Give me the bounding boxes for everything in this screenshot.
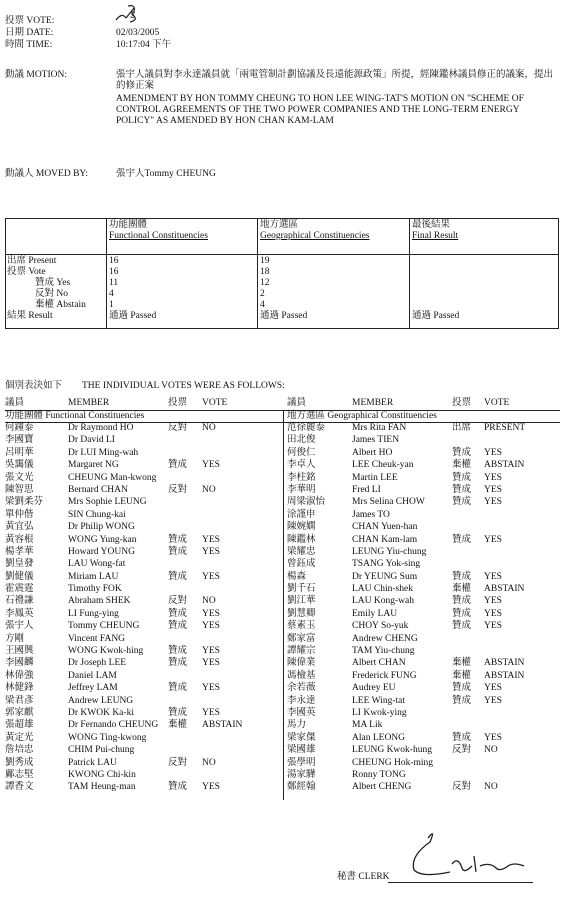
left-member-row bbox=[5, 460, 283, 472]
member-name-en: TAM Heung-man bbox=[68, 782, 136, 793]
member-name-en: Audrey EU bbox=[352, 683, 396, 694]
vote-zh: 反對 bbox=[168, 423, 188, 433]
vote-zh: 贊成 bbox=[452, 497, 472, 508]
vote-zh: 贊成 bbox=[452, 571, 472, 582]
motion-label: 動議 MOTION: bbox=[5, 70, 68, 80]
member-name-zh: 曾鈺成 bbox=[287, 559, 316, 570]
right-member-row bbox=[287, 708, 560, 720]
member-name-zh: 黃定光 bbox=[5, 732, 34, 743]
left-member-list bbox=[5, 423, 283, 795]
vote-zh: 贊成 bbox=[452, 732, 472, 743]
member-name-zh: 劉江華 bbox=[287, 596, 316, 607]
summary-functional-values: 16 16 11 4 1 通過 Passed bbox=[109, 256, 157, 321]
left-member-row bbox=[5, 671, 283, 683]
right-section-title: 地方選區 Geographical Constituencies bbox=[287, 411, 437, 421]
member-name-zh: 田北俊 bbox=[287, 435, 316, 446]
left-member-row bbox=[5, 559, 283, 571]
member-name-en: LI Kwok-ying bbox=[352, 707, 407, 718]
member-name-en: CHAN Kam-lam bbox=[352, 534, 418, 545]
left-member-row bbox=[5, 658, 283, 670]
member-name-zh: 呂明華 bbox=[5, 447, 34, 458]
member-name-zh: 鄺志堅 bbox=[5, 769, 34, 780]
vote-en: YES bbox=[202, 608, 220, 619]
right-member-row bbox=[287, 473, 560, 485]
right-member-row bbox=[287, 423, 560, 435]
vote-zh: 棄權 bbox=[168, 720, 188, 731]
right-member-row bbox=[287, 522, 560, 534]
member-name-en: Andrew LEUNG bbox=[68, 695, 134, 706]
member-name-zh: 涂謹申 bbox=[287, 509, 316, 520]
member-name-zh: 李國英 bbox=[287, 707, 316, 718]
left-member-row bbox=[5, 733, 283, 745]
member-name-en: Dr Raymond HO bbox=[68, 423, 134, 433]
vote-en: YES bbox=[202, 658, 220, 669]
vote-en: YES bbox=[484, 732, 502, 743]
vote-zh: 棄權 bbox=[452, 460, 472, 471]
member-name-zh: 林偉強 bbox=[5, 670, 34, 681]
vote-zh: 贊成 bbox=[168, 534, 188, 545]
vote-zh: 反對 bbox=[168, 484, 188, 495]
right-member-row bbox=[287, 770, 560, 782]
member-name-zh: 湯家驊 bbox=[287, 769, 316, 780]
left-member-row bbox=[5, 596, 283, 608]
vote-zh: 反對 bbox=[452, 745, 472, 756]
member-name-en: CHAN Yuen-han bbox=[352, 522, 418, 533]
member-name-en: CHIM Pui-chung bbox=[68, 745, 135, 756]
vote-zh: 出席 bbox=[452, 423, 472, 433]
member-name-en: TSANG Yok-sing bbox=[352, 559, 421, 570]
member-name-en: Dr Philip WONG bbox=[68, 522, 135, 533]
member-name-en: Andrew CHENG bbox=[352, 633, 418, 644]
right-member-row bbox=[287, 510, 560, 522]
vote-en: YES bbox=[484, 683, 502, 694]
member-name-zh: 李永達 bbox=[287, 695, 316, 706]
member-name-zh: 石禮謙 bbox=[5, 596, 34, 607]
member-name-zh: 李柱銘 bbox=[287, 472, 316, 483]
vote-en: ABSTAIN bbox=[484, 584, 525, 595]
member-name-zh: 鄭家富 bbox=[287, 633, 316, 644]
vote-zh: 贊成 bbox=[168, 460, 188, 471]
member-name-en: Emily LAU bbox=[352, 608, 398, 619]
left-member-row bbox=[5, 435, 283, 447]
vote-zh: 贊成 bbox=[168, 683, 188, 694]
member-name-zh: 馬力 bbox=[287, 720, 307, 731]
vote-zh: 反對 bbox=[168, 596, 188, 607]
member-name-en: Ronny TONG bbox=[352, 769, 406, 780]
member-name-en: Mrs Sophie LEUNG bbox=[68, 497, 147, 508]
member-name-en: Dr Joseph LEE bbox=[68, 658, 127, 669]
member-name-zh: 李國麟 bbox=[5, 658, 34, 669]
vote-label: 投票 VOTE: bbox=[5, 16, 55, 26]
member-name-en: Dr Fernando CHEUNG bbox=[68, 720, 159, 731]
vote-number-text: 3 bbox=[130, 10, 136, 20]
member-name-en: Bernard CHAN bbox=[68, 484, 128, 495]
vote-en: ABSTAIN bbox=[484, 460, 525, 471]
vote-en: ABSTAIN bbox=[484, 670, 525, 681]
vote-zh: 贊成 bbox=[452, 621, 472, 632]
right-member-row bbox=[287, 497, 560, 509]
vote-en: NO bbox=[484, 745, 498, 756]
summary-geographical-values: 19 18 12 2 4 通過 Passed bbox=[260, 256, 308, 321]
left-member-row bbox=[5, 782, 283, 794]
left-member-row bbox=[5, 708, 283, 720]
member-name-zh: 張宇人 bbox=[5, 621, 34, 632]
label-result: 結果 Result bbox=[7, 311, 53, 321]
vote-zh: 贊成 bbox=[168, 782, 188, 793]
member-name-zh: 何鍾泰 bbox=[5, 423, 34, 433]
vote-zh: 贊成 bbox=[168, 546, 188, 557]
left-member-row bbox=[5, 547, 283, 559]
member-name-zh: 霍震霆 bbox=[5, 584, 34, 595]
member-name-en: WONG Yung-kan bbox=[68, 534, 137, 545]
vote-en: YES bbox=[484, 695, 502, 706]
handwritten-vote-number bbox=[112, 2, 142, 26]
member-name-zh: 郭家麒 bbox=[5, 707, 34, 718]
left-member-row bbox=[5, 572, 283, 584]
member-name-en: Margaret NG bbox=[68, 460, 119, 471]
vote-en: NO bbox=[202, 757, 216, 768]
member-name-zh: 林健鋒 bbox=[5, 683, 34, 694]
right-member-row bbox=[287, 609, 560, 621]
right-member-row bbox=[287, 485, 560, 497]
member-name-en: CHEUNG Man-kwong bbox=[68, 472, 157, 483]
member-name-en: SIN Chung-kai bbox=[68, 509, 126, 520]
label-present: 出席 Present bbox=[7, 256, 57, 266]
member-name-zh: 黃容根 bbox=[5, 534, 34, 545]
summary-final-values bbox=[412, 256, 459, 322]
date-label: 日期 DATE: bbox=[5, 28, 54, 38]
vote-zh: 棄權 bbox=[452, 670, 472, 681]
member-name-zh: 梁耀忠 bbox=[287, 546, 316, 557]
member-name-zh: 楊孝華 bbox=[5, 546, 34, 557]
left-member-row bbox=[5, 423, 283, 435]
right-member-row bbox=[287, 683, 560, 695]
member-name-zh: 張文光 bbox=[5, 472, 34, 483]
individual-intro-en: THE INDIVIDUAL VOTES WERE AS FOLLOWS: bbox=[82, 381, 285, 391]
member-name-en: LEUNG Yiu-chung bbox=[352, 546, 427, 557]
vote-en: YES bbox=[202, 707, 220, 718]
member-name-zh: 范徐麗泰 bbox=[287, 423, 326, 433]
member-name-en: WONG Kwok-hing bbox=[68, 646, 144, 657]
member-name-en: CHEUNG Hok-ming bbox=[352, 757, 434, 768]
member-name-en: Miriam LAU bbox=[68, 571, 119, 582]
individual-intro-zh: 個別表決如下 bbox=[5, 381, 63, 391]
vote-en: YES bbox=[484, 571, 502, 582]
member-name-en: Daniel LAM bbox=[68, 670, 117, 681]
member-name-en: LI Fung-ying bbox=[68, 608, 119, 619]
member-name-en: Fred LI bbox=[352, 484, 381, 495]
member-name-en: Vincent FANG bbox=[68, 633, 126, 644]
member-name-en: KWONG Chi-kin bbox=[68, 769, 136, 780]
vote-zh: 贊成 bbox=[452, 683, 472, 694]
vote-en: YES bbox=[202, 460, 220, 471]
left-member-row bbox=[5, 473, 283, 485]
left-member-row bbox=[5, 758, 283, 770]
right-member-list bbox=[287, 423, 560, 795]
vote-zh: 贊成 bbox=[452, 447, 472, 458]
left-member-row bbox=[5, 696, 283, 708]
right-member-row bbox=[287, 435, 560, 447]
member-name-en: Dr KWOK Ka-ki bbox=[68, 707, 134, 718]
final-result: 通過 Passed bbox=[412, 311, 460, 321]
vote-en: ABSTAIN bbox=[202, 720, 243, 731]
clerk-signature bbox=[400, 826, 540, 886]
left-section-title: 功能團體 Functional Constituencies bbox=[5, 411, 145, 421]
member-name-zh: 陳婉嫻 bbox=[287, 522, 316, 533]
vote-en: YES bbox=[484, 497, 502, 508]
member-name-zh: 譚香文 bbox=[5, 782, 34, 793]
member-name-zh: 李鳳英 bbox=[5, 608, 34, 619]
right-col-vote-en: VOTE bbox=[484, 398, 510, 408]
right-member-row bbox=[287, 535, 560, 547]
member-name-zh: 李國寶 bbox=[5, 435, 34, 446]
right-member-row bbox=[287, 460, 560, 472]
left-member-row bbox=[5, 683, 283, 695]
member-name-en: Tommy CHEUNG bbox=[68, 621, 140, 632]
member-name-en: Albert HO bbox=[352, 447, 393, 458]
member-name-en: CHOY So-yuk bbox=[352, 621, 409, 632]
label-no: 反對 No bbox=[35, 289, 68, 299]
member-name-zh: 陳智思 bbox=[5, 484, 34, 495]
vote-en: YES bbox=[484, 596, 502, 607]
right-member-row bbox=[287, 448, 560, 460]
right-member-row bbox=[287, 671, 560, 683]
member-name-zh: 黃宜弘 bbox=[5, 522, 34, 533]
left-col-vote-zh: 投票 bbox=[168, 398, 188, 408]
left-member-row bbox=[5, 497, 283, 509]
member-name-en: LAU Wong-fat bbox=[68, 559, 126, 570]
member-name-zh: 劉千石 bbox=[287, 584, 316, 595]
vote-zh: 贊成 bbox=[452, 608, 472, 619]
vote-en: YES bbox=[202, 782, 220, 793]
right-member-row bbox=[287, 596, 560, 608]
vote-zh: 贊成 bbox=[452, 484, 472, 495]
member-name-zh: 張超雄 bbox=[5, 720, 34, 731]
member-name-zh: 蔡素玉 bbox=[287, 621, 316, 632]
clerk-label: 秘書 CLERK bbox=[337, 872, 390, 882]
left-member-row bbox=[5, 522, 283, 534]
member-name-zh: 周梁淑怡 bbox=[287, 497, 326, 508]
vote-en: NO bbox=[484, 782, 498, 793]
vote-en: NO bbox=[202, 423, 216, 433]
left-member-row bbox=[5, 634, 283, 646]
member-name-en: Mrs Selina CHOW bbox=[352, 497, 425, 508]
member-name-en: WONG Ting-kwong bbox=[68, 732, 147, 743]
vote-zh: 棄權 bbox=[452, 658, 472, 669]
right-member-row bbox=[287, 782, 560, 794]
left-member-row bbox=[5, 609, 283, 621]
vote-en: YES bbox=[202, 646, 220, 657]
left-col-member-zh: 議員 bbox=[5, 398, 25, 408]
member-name-zh: 劉健儀 bbox=[5, 571, 34, 582]
member-name-en: LAU Chin-shek bbox=[352, 584, 413, 595]
member-name-zh: 李華明 bbox=[287, 484, 316, 495]
member-name-zh: 李卓人 bbox=[287, 460, 316, 471]
member-name-zh: 劉皇發 bbox=[5, 559, 34, 570]
right-member-row bbox=[287, 572, 560, 584]
member-name-en: Dr David LI bbox=[68, 435, 115, 446]
vote-zh: 贊成 bbox=[168, 658, 188, 669]
member-name-en: Howard YOUNG bbox=[68, 546, 135, 557]
member-name-en: Martin LEE bbox=[352, 472, 398, 483]
member-name-zh: 鄭經翰 bbox=[287, 782, 316, 793]
right-member-row bbox=[287, 696, 560, 708]
vote-en: NO bbox=[202, 484, 216, 495]
summary-row-labels bbox=[7, 256, 86, 322]
left-member-row bbox=[5, 510, 283, 522]
summary-header-geographical: 地方選區 Geographical Constituencies bbox=[260, 220, 370, 241]
right-member-row bbox=[287, 634, 560, 646]
member-name-en: Patrick LAU bbox=[68, 757, 117, 768]
member-name-en: Alan LEONG bbox=[352, 732, 406, 743]
motion-chinese: 張宇人議員對李永達議員就「兩電管制計劃協議及長遠能源政策」所提，經陳鑑林議員修正的議案，提出的修正案 bbox=[116, 70, 554, 91]
summary-header-functional: 功能團體 Functional Constituencies bbox=[109, 220, 208, 241]
right-member-row bbox=[287, 720, 560, 732]
vote-zh: 贊成 bbox=[168, 646, 188, 657]
member-name-en: Jeffrey LAM bbox=[68, 683, 118, 694]
right-member-row bbox=[287, 646, 560, 658]
moved-by-value: 張宇人Tommy CHEUNG bbox=[116, 169, 216, 179]
right-col-vote-zh: 投票 bbox=[452, 398, 472, 408]
member-name-en: LAU Kong-wah bbox=[352, 596, 415, 607]
vote-zh: 贊成 bbox=[452, 596, 472, 607]
time-label: 時間 TIME: bbox=[5, 40, 53, 50]
member-name-zh: 劉慧卿 bbox=[287, 608, 316, 619]
right-member-row bbox=[287, 758, 560, 770]
vote-en: YES bbox=[484, 621, 502, 632]
motion-english: AMENDMENT BY HON TOMMY CHEUNG TO HON LEE WING-TAT'S MOTION ON "SCHEME OF CONTROL AGREEMENTS OF THE TWO POWER COMPANIES AND THE LONG-TERM ENERGY POLICY" AS AMENDED BY HON CHAN KAM-LAM bbox=[116, 94, 524, 126]
member-name-zh: 馮檢基 bbox=[287, 670, 316, 681]
right-member-row bbox=[287, 547, 560, 559]
member-name-zh: 梁劉柔芬 bbox=[5, 497, 44, 508]
label-vote: 投票 Vote bbox=[7, 267, 46, 277]
member-name-en: LEUNG Kwok-hung bbox=[352, 745, 432, 756]
member-name-zh: 梁家傑 bbox=[287, 732, 316, 743]
right-member-row bbox=[287, 733, 560, 745]
member-name-zh: 何俊仁 bbox=[287, 447, 316, 458]
member-name-en: Albert CHENG bbox=[352, 782, 412, 793]
vote-zh: 贊成 bbox=[452, 534, 472, 545]
label-yes: 贊成 Yes bbox=[35, 278, 71, 288]
left-member-row bbox=[5, 485, 283, 497]
vote-en: YES bbox=[202, 571, 220, 582]
left-col-vote-en: VOTE bbox=[202, 398, 228, 408]
label-abstain: 棄權 Abstain bbox=[35, 300, 86, 310]
left-member-row bbox=[5, 646, 283, 658]
left-member-row bbox=[5, 770, 283, 782]
vote-en: PRESENT bbox=[484, 423, 526, 433]
vote-zh: 贊成 bbox=[168, 608, 188, 619]
vote-en: NO bbox=[202, 596, 216, 607]
right-member-row bbox=[287, 745, 560, 757]
vote-en: YES bbox=[202, 683, 220, 694]
summary-header-final: 最後結果 Final Result bbox=[412, 220, 459, 241]
left-member-row bbox=[5, 720, 283, 732]
vote-en: ABSTAIN bbox=[484, 658, 525, 669]
time-value: 10:17:04 下午 bbox=[116, 40, 172, 50]
date-value: 02/03/2005 bbox=[116, 28, 160, 38]
member-name-zh: 劉秀成 bbox=[5, 757, 34, 768]
member-name-en: Timothy FOK bbox=[68, 584, 122, 595]
member-name-en: Dr YEUNG Sum bbox=[352, 571, 418, 582]
vote-zh: 反對 bbox=[168, 757, 188, 768]
left-member-row bbox=[5, 584, 283, 596]
right-member-row bbox=[287, 658, 560, 670]
left-member-row bbox=[5, 745, 283, 757]
member-name-en: LEE Wing-tat bbox=[352, 695, 405, 706]
member-name-zh: 王國興 bbox=[5, 646, 34, 657]
vote-en: YES bbox=[202, 621, 220, 632]
member-name-en: James TO bbox=[352, 509, 390, 520]
member-name-en: MA Lik bbox=[352, 720, 383, 731]
right-col-member-zh: 議員 bbox=[287, 398, 307, 408]
member-name-zh: 余若薇 bbox=[287, 683, 316, 694]
vote-en: YES bbox=[484, 534, 502, 545]
vote-zh: 棄權 bbox=[452, 584, 472, 595]
left-col-member-en: MEMBER bbox=[68, 398, 110, 408]
member-name-en: Frederick FUNG bbox=[352, 670, 417, 681]
member-name-en: Dr LUI Ming-wah bbox=[68, 447, 139, 458]
right-col-member-en: MEMBER bbox=[352, 398, 394, 408]
vote-zh: 贊成 bbox=[168, 707, 188, 718]
vote-zh: 贊成 bbox=[168, 621, 188, 632]
member-name-zh: 詹培忠 bbox=[5, 745, 34, 756]
clerk-signature-line bbox=[388, 882, 533, 883]
member-name-zh: 吳靄儀 bbox=[5, 460, 34, 471]
member-name-zh: 方剛 bbox=[5, 633, 25, 644]
vote-zh: 贊成 bbox=[452, 472, 472, 483]
member-name-en: James TIEN bbox=[352, 435, 400, 446]
vote-zh: 贊成 bbox=[168, 571, 188, 582]
member-name-zh: 陳鑑林 bbox=[287, 534, 316, 545]
vote-en: YES bbox=[484, 484, 502, 495]
vote-en: YES bbox=[484, 447, 502, 458]
member-name-zh: 楊森 bbox=[287, 571, 307, 582]
member-name-zh: 張學明 bbox=[287, 757, 316, 768]
vote-en: YES bbox=[202, 534, 220, 545]
right-member-row bbox=[287, 559, 560, 571]
moved-by-label: 動議人 MOVED BY: bbox=[5, 169, 89, 179]
member-name-en: Albert CHAN bbox=[352, 658, 406, 669]
member-name-zh: 單仲偕 bbox=[5, 509, 34, 520]
left-member-row bbox=[5, 448, 283, 460]
left-member-row bbox=[5, 535, 283, 547]
member-name-en: TAM Yiu-chung bbox=[352, 646, 415, 657]
member-name-en: Abraham SHEK bbox=[68, 596, 131, 607]
right-member-row bbox=[287, 584, 560, 596]
member-name-zh: 梁君彥 bbox=[5, 695, 34, 706]
vote-zh: 贊成 bbox=[452, 695, 472, 706]
member-name-zh: 陳偉業 bbox=[287, 658, 316, 669]
left-member-row bbox=[5, 621, 283, 633]
member-name-zh: 譚耀宗 bbox=[287, 646, 316, 657]
vote-zh: 反對 bbox=[452, 782, 472, 793]
member-name-en: Mrs Rita FAN bbox=[352, 423, 407, 433]
right-member-row bbox=[287, 621, 560, 633]
member-name-en: LEE Cheuk-yan bbox=[352, 460, 414, 471]
vote-en: YES bbox=[484, 472, 502, 483]
vote-en: YES bbox=[484, 608, 502, 619]
vote-en: YES bbox=[202, 546, 220, 557]
member-name-zh: 梁國雄 bbox=[287, 745, 316, 756]
